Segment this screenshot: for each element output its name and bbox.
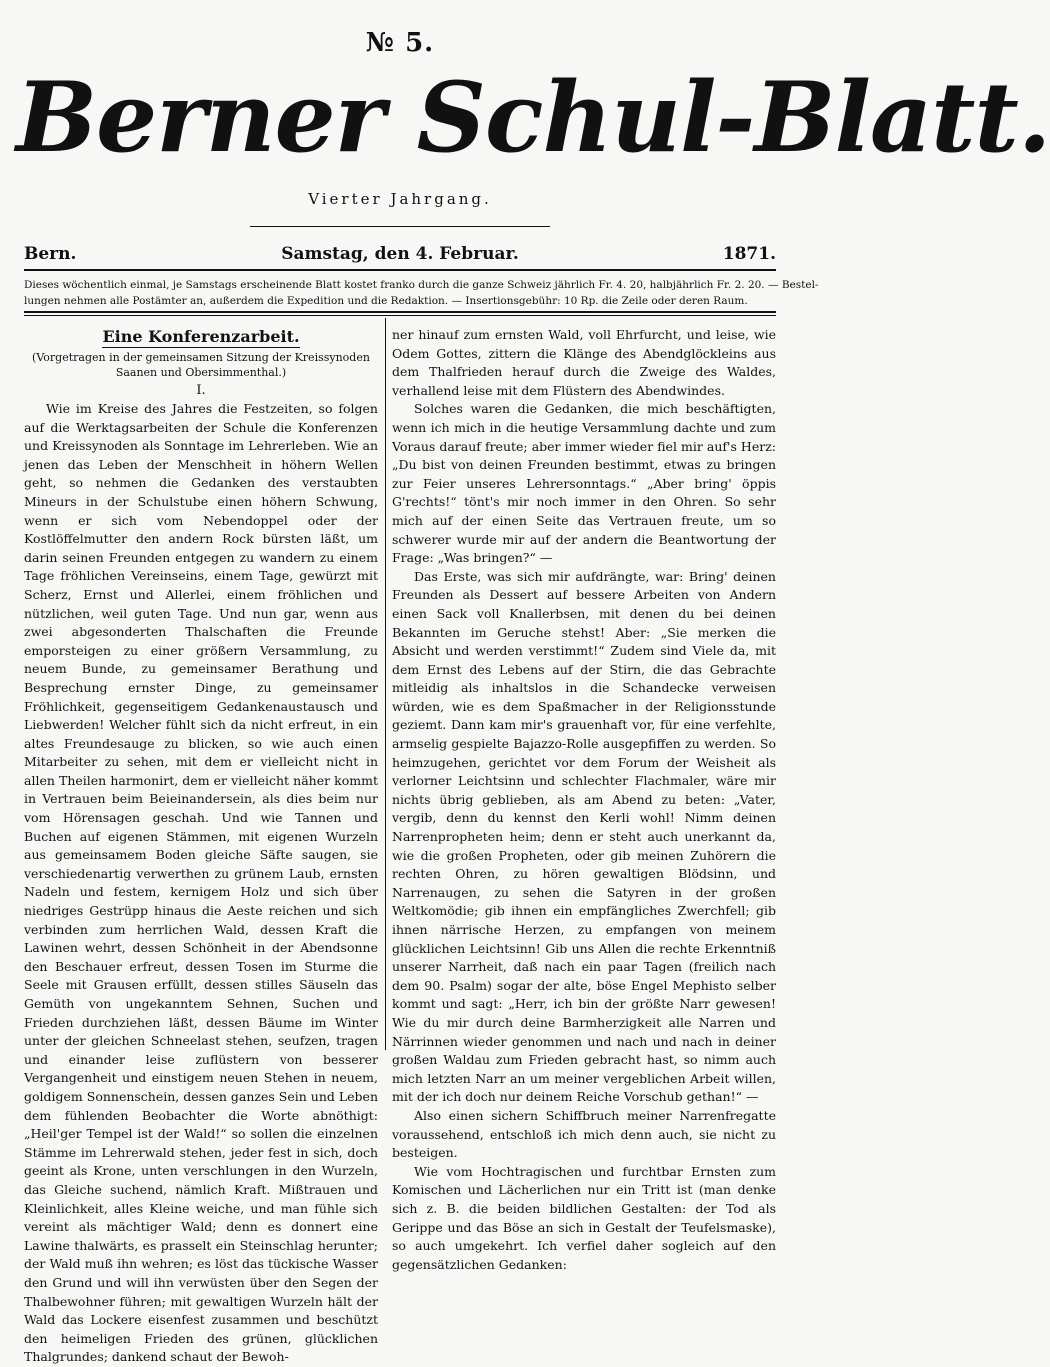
dateline-date: Samstag, den 4. Februar. xyxy=(281,244,519,264)
masthead-divider xyxy=(250,226,550,227)
notice-bottom-rule xyxy=(24,311,776,313)
article-paragraph: Wie vom Hochtragischen und furchtbar Ernsten zum Komischen und Lächerlichen nur ein Tritt ist (man denke sich z. B. die beiden bildlichen Gestalten: der Tod als Gerippe und das Böse an sich in Gestalt der Teufelsmaske), so auch umgekehrt. Ich verfiel daher sogleich auf den gegensätzlichen Gedanken: xyxy=(392,1163,776,1272)
notice-top-rule xyxy=(24,269,776,271)
column-divider xyxy=(385,318,386,1050)
dateline-year: 1871. xyxy=(722,244,776,264)
article-paragraph: Also einen sichern Schiffbruch meiner Narrenfregatte voraussehend, entschloß ich mich denn auch, sie nicht zu besteigen. xyxy=(392,1107,776,1161)
article-paragraph: Solches waren die Gedanken, die mich beschäftigten, wenn ich mich in die heutige Versammlung dachte und zum Voraus darauf freute; aber immer wieder fiel mir auf's Herz: „Du bist von deinen Freunden bestimmt, etwas zu bringen zur Feier unseres Lehrersonntags.“ „Aber bring' öppis G'rechts!“ tönt's mir noch immer in den Ohren. So sehr mich auf der einen Seite das Vertrauen freute, um so schwerer wurde mir auf der andern die Beantwortung der Frage: „Was bringen?“ — xyxy=(392,401,776,566)
volume-subtitle: Vierter Jahrgang. xyxy=(308,190,492,208)
masthead-title: Berner Schul-Blatt. xyxy=(16,61,1050,174)
notice-line-1: Dieses wöchentlich einmal, je Samstags erscheinende Blatt kostet franko durch die ganze Schweiz jährlich Fr. 4. 20, halbjährlich Fr. 2. 20. — Bestel- xyxy=(24,279,819,291)
article-paragraph: Das Erste, was sich mir aufdrängte, war: Bring' deinen Freunden als Dessert auf bessere Arbeiten von Andern einen Sack voll Knallerbsen, mit denen du bei deinen Bekannten im Geruche stehst! Aber: „Sie merken die Absicht und werden verstimmt!“ Zudem sind Viele da, mit dem Ernst des Lebens auf der Stirn, die das Gebrachte mitleidig als inhaltslos in die Schandecke verweisen würden, wie es dem Spaßmacher in der Religionsstunde geziemt. Dann kam mir's grauenhaft vor, für eine verfehlte, armselig gespielte Bajazzo-Rolle ausgepfiffen zu werden. So heimzugehen, gerichtet vor dem Forum der Weisheit als verlorner Leichtsinn und schlechter Flachmaler, wäre mir nichts übrig geblieben, als am Abend zu beten: „Vater, vergib, denn du kennst den Kerli wohl! Nimm deinen Narrenpropheten heim; denn er steht auch unerkannt da, wie die großen Propheten, oder gib meinen Zuhörern die rechten Ohren, zu hören gewaltigen Blödsinn, und Narrenaugen, zu sehen die Satyren in der großen Weltkomödie; gib ihnen ein empfängliches Zwerchfell; gib ihnen närrische Herzen, zu empfangen von meinem glücklichen Leichtsinn! Gib uns Allen die rechte Erkenntniß unserer Narrheit, daß nach ein paar Tagen (freilich nach dem 90. Psalm) sogar der alte, böse Engel Mephisto selber kommt und sagt: „Herr, ich bin der größte Narr gewesen! Wie du mir durch deine Barmherzigkeit alle Narren und Närrinnen wieder genommen und nach und nach in deiner großen Waldau zum Frieden gebracht hast, so nimm auch mich letzten Narr an um meiner vergeblichen Arbeit willen, mit der ich doch nur deinem Reiche Vorschub gethan!“ — xyxy=(392,568,776,1105)
article-paragraph: ner hinauf zum ernsten Wald, voll Ehrfurcht, und leise, wie Odem Gottes, zittern die Klänge des Abendglöckleins aus dem Thalfrieden herauf durch die Zweige des Waldes, verhallend leise mit dem Flüstern des Abendwindes. xyxy=(392,327,776,398)
article-paragraph: Wie im Kreise des Jahres die Festzeiten, so folgen auf die Werktagsarbeiten der Schule die Konferenzen und Kreissynoden als Sonntage im Lehrerleben. Wie an jenen das Leben der Menschheit in höhern Wellen geht, so nehmen die Gedanken des verstaubten Mineurs in der Schulstube einen höhern Schwung, wenn er sich vom Nebendoppel oder der Kostlöffelmutter den andern Rock bürsten läßt, um darin seinen Freunden entgegen zu wandern zu einem Tage fröhlichen Vereinseins, einem Tage, gewürzt mit Scherz, Ernst und Allerlei, einem fröhlichen und nützlichen, weil guten Tage. Und nun gar, wenn aus zwei abgesonderten Thalschaften die Freunde emporsteigen zu einer größern Versammlung, zu neuem Bunde, zu gemeinsamer Berathung und Besprechung ernster Dinge, zu gemeinsamer Fröhlichkeit, gegenseitigem Gedankenaustausch und Liebwerden! Welcher fühlt sich da nicht erfreut, in ein altes Freundesauge zu blicken, so wie auch einen Mitarbeiter zu sehen, mit dem er vielleicht nicht in allen Theilen harmonirt, dem er vielleicht näher kommt in Vertrauen beim Beieinandersein, als dies beim nur vom Hörensagen geschah. Und wie Tannen und Buchen auf eigenen Stämmen, mit eigenen Wurzeln aus gemeinsamem Boden gleiche Säfte saugen, sie verschiedenartig verwerthen zu grünem Laub, ernsten Nadeln und festem, kernigem Holz und sich über niedriges Gestrüpp hinaus die Aeste reichen und sich verbinden zum herrlichen Wald, dessen Kraft die Lawinen wehrt, dessen Schönheit in der Abendsonne den Beschauer erfreut, dessen Tosen im Sturme die Seele mit Grausen erfüllt, dessen stilles Säuseln das Gemüth von ungekanntem Sehnen, Suchen und Frieden durchziehen läßt, dessen Bäume im Winter unter der gleichen Schneelast stehen, seufzen, tragen und einander leise zuflüstern von besserer Vergangenheit und einstigem neuen Stehen in neuem, goldigem Sonnenschein, dessen ganzes Sein und Leben dem fühlenden Beobachter die Worte abnöthigt: „Heil'ger Tempel ist der Wald!“ so sollen die einzelnen Stämme im Lehrerwald stehen, jeder fest in sich, doch geeint als Krone, unten verschlungen in den Wurzeln, das Gleiche suchend, nämlich Kraft. Mißtrauen und Kleinlichkeit, alles Kleine weiche, und man fühle sich vereint als mächtiger Wald; denn es donnert eine Lawine thalwärts, es prasselt ein Steinschlag herunter; der Wald muß ihn wehren; es löst das tückische Wasser den Grund und will ihn verwüsten über den Segen der Thalbewohner führen; mit gewaltigen Wurzeln hält der Wald das Lockere eisenfest zusammen und beschützt den heimeligen Frieden des grünen, glücklichen Thalgrundes; dankend schaut der Bewoh- xyxy=(24,401,378,1365)
dateline xyxy=(24,244,776,266)
left-column xyxy=(24,326,378,1365)
article-subtitle: (Vorgetragen in der gemeinsamen Sitzung der Kreissynoden Saanen und Obersimmenthal.) xyxy=(32,351,370,379)
article-section-number: I. xyxy=(196,383,206,398)
dateline-place: Bern. xyxy=(24,244,77,264)
issue-number: № 5. xyxy=(365,28,435,58)
notice-line-2: lungen nehmen alle Postämter an, außerdem die Expedition und die Redaktion. — Insertionsgebühr: 10 Rp. die Zeile oder deren Raum. xyxy=(24,295,748,307)
subscription-notice xyxy=(24,277,819,309)
article-title: Eine Konferenzarbeit. xyxy=(102,327,300,346)
notice-bottom-rule-thin xyxy=(24,315,776,316)
right-column xyxy=(392,326,776,1272)
